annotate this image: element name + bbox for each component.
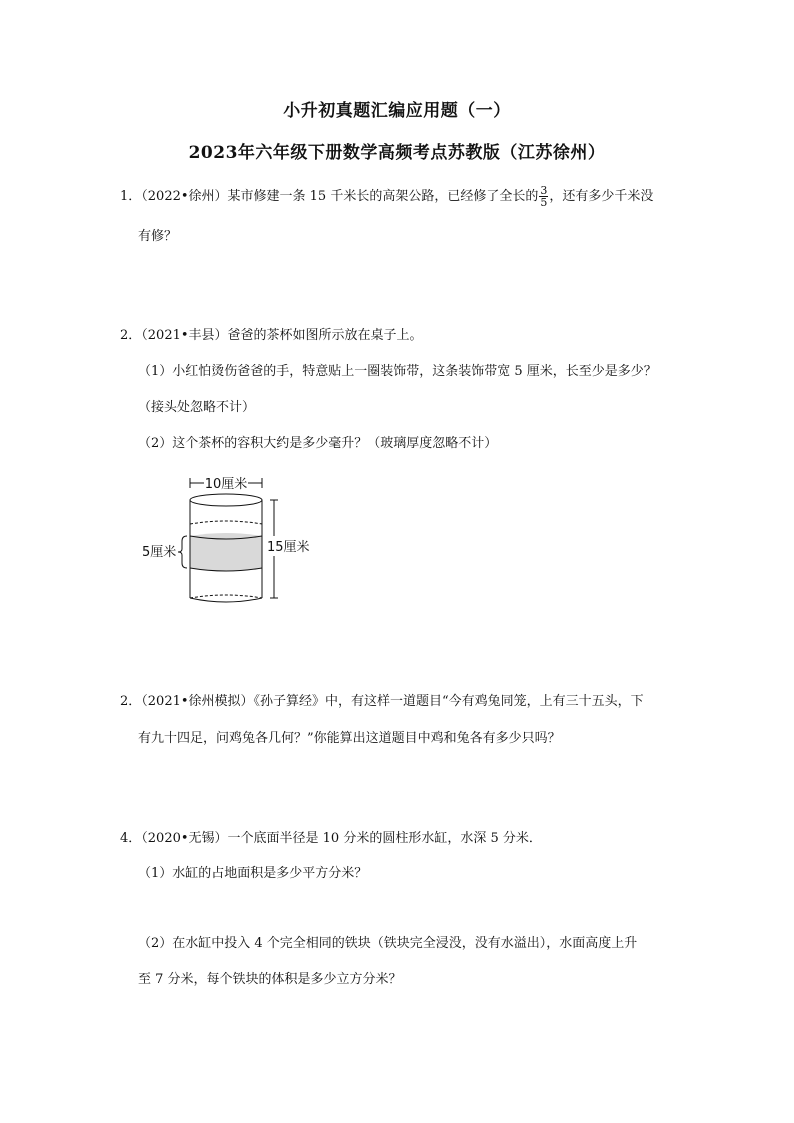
question-4-part-2: （2）在水缸中投入 4 个完全相同的铁块（铁块完全浸没，没有水溢出），水面高度上升 — [138, 936, 638, 951]
page-subtitle: 2023年六年级下册数学高频考点苏教版（江苏徐州） — [188, 143, 606, 163]
question-1-text-a: （2022•徐州）某市修建一条 15 千米长的高架公路，已经修了全长的 — [141, 189, 539, 204]
question-1-number: 1． — [120, 189, 142, 204]
band-brace — [178, 536, 187, 568]
question-1-line-2: 有修？ — [138, 229, 178, 244]
cup-inner-dashed-top — [190, 521, 262, 524]
question-4-part-1: （1）水缸的占地面积是多少平方分米？ — [138, 866, 368, 881]
cup-bottom-back — [190, 595, 262, 598]
question-2-text: （2021•丰县）爸爸的茶杯如图所示放在桌子上。 — [141, 328, 423, 343]
question-1 — [120, 185, 653, 208]
question-3 — [120, 695, 644, 708]
cup-top-rim — [190, 494, 262, 506]
band-width-label: 5厘米 — [142, 545, 177, 560]
page-title: 小升初真题汇编应用题（一） — [283, 101, 511, 121]
question-2-part-2: （2）这个茶杯的容积大约是多少毫升？（玻璃厚度忽略不计） — [138, 436, 498, 451]
question-1-text-b: ，还有多少千米没 — [549, 189, 654, 204]
question-3-line-2: 有九十四足，问鸡兔各几何？”你能算出这道题目中鸡和兔各有多少只吗？ — [138, 731, 561, 746]
tea-cup-figure — [130, 470, 330, 615]
question-2-part-1-note: （接头处忽略不计） — [138, 400, 256, 415]
fraction-denominator: 5 — [540, 196, 548, 209]
cup-bottom-front — [190, 598, 262, 602]
question-3-number: 2． — [120, 694, 142, 709]
diameter-label: 10厘米 — [204, 477, 248, 492]
question-4-text: （2020•无锡）一个底面半径是 10 分米的圆柱形水缸，水深 5 分米． — [141, 831, 542, 846]
question-4-number: 4． — [120, 831, 142, 846]
fraction-numerator: 3 — [540, 184, 548, 197]
question-2 — [120, 329, 423, 342]
question-4 — [120, 832, 542, 845]
height-label: 15厘米 — [267, 540, 310, 555]
fraction-three-fifths — [539, 185, 548, 208]
question-4-part-2-line-2: 至 7 分米，每个铁块的体积是多少立方分米？ — [138, 972, 402, 987]
question-3-text-a: （2021•徐州模拟）《孙子算经》中，有这样一道题目“今有鸡兔同笼，上有三十五头，下 — [141, 694, 644, 709]
question-2-number: 2． — [120, 328, 142, 343]
question-2-part-1: （1）小红怕烫伤爸爸的手，特意贴上一圈装饰带，这条装饰带宽 5 厘米，长至少是多少？ — [138, 364, 657, 379]
